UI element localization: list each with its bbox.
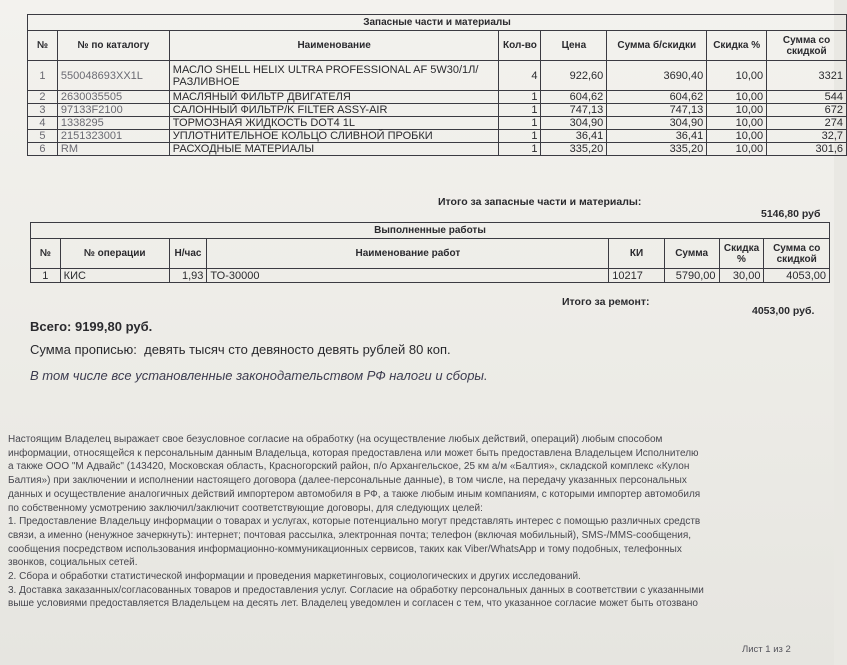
row-sum: 36,41 bbox=[607, 130, 707, 143]
row-discount: 10,00 bbox=[707, 61, 767, 91]
row-total: 544 bbox=[767, 91, 847, 104]
consent-text bbox=[8, 433, 818, 611]
row-qty: 1 bbox=[499, 104, 541, 117]
consent-line: звонков, социальных сетей. bbox=[8, 557, 138, 569]
col-header-n: № bbox=[31, 239, 61, 269]
consent-line: 3. Доставка заказанных/согласованных товаров и предоставления услуг. Согласие на обработку персональных данных в соответствии с указанными bbox=[8, 584, 704, 596]
total-in-words: Сумма прописью: девять тысяч сто девяносто девять рублей 80 коп. bbox=[30, 342, 451, 357]
row-discount: 30,00 bbox=[719, 269, 764, 283]
row-price: 335,20 bbox=[541, 143, 607, 156]
row-qty: 1 bbox=[499, 143, 541, 156]
row-qty: 1 bbox=[499, 130, 541, 143]
row-total: 32,7 bbox=[767, 130, 847, 143]
works-caption: Выполненные работы bbox=[31, 223, 830, 239]
table-row bbox=[28, 104, 847, 117]
row-sum: 604,62 bbox=[607, 91, 707, 104]
col-header-name: Наименование bbox=[169, 31, 499, 61]
row-price: 604,62 bbox=[541, 91, 607, 104]
consent-line: Балтия») при заключении и исполнении настоящего договора (далее-персональные данные), в том числе, на передачу указанных персональных bbox=[8, 475, 687, 487]
col-header-total: Сумма со скидкой bbox=[764, 239, 830, 269]
col-header-work-name: Наименование работ bbox=[207, 239, 609, 269]
col-header-hours: Н/час bbox=[169, 239, 207, 269]
row-sum: 747,13 bbox=[607, 104, 707, 117]
parts-table bbox=[27, 14, 847, 156]
consent-line: 1. Предоставление Владельцу информации о товарах и услугах, которые потенциально могут представлять интерес с помощью различных средств bbox=[8, 516, 701, 528]
col-header-qty: Кол-во bbox=[499, 31, 541, 61]
consent-line: связи, а именно (ненужное зачеркнуть): интернет; почтовая рассылка, электронная почта; телефон (включая мобильный), SMS-/MMS-сообщения, bbox=[8, 529, 692, 541]
row-catalog: 2151323001 bbox=[57, 130, 169, 143]
row-catalog: 1338295 bbox=[57, 117, 169, 130]
col-header-discount: Скидка % bbox=[719, 239, 764, 269]
consent-line: выше условиями предоставляется Владельцем на десять лет. Владелец уведомлен и согласен с тем, что указанное согласие может быть отозвано bbox=[8, 598, 698, 610]
row-sum: 335,20 bbox=[607, 143, 707, 156]
row-price: 36,41 bbox=[541, 130, 607, 143]
consent-line: 2. Сбора и обработки статистической информации и проведения маркетинговых, социологических и других исследований. bbox=[8, 571, 581, 583]
row-total: 3321 bbox=[767, 61, 847, 91]
col-header-discount: Скидка % bbox=[707, 31, 767, 61]
row-n: 5 bbox=[28, 130, 58, 143]
works-total-label: Итого за ремонт: bbox=[562, 296, 650, 308]
row-discount: 10,00 bbox=[707, 143, 767, 156]
consent-line: информации, относящейся к персональным данным Владельца, которая предоставлена или может быть предоставлена Владельцем Исполнителю bbox=[8, 447, 699, 459]
row-discount: 10,00 bbox=[707, 91, 767, 104]
works-table bbox=[30, 222, 830, 283]
row-n: 3 bbox=[28, 104, 58, 117]
col-header-n: № bbox=[28, 31, 58, 61]
col-header-sum: Сумма б/скидки bbox=[607, 31, 707, 61]
row-n: 2 bbox=[28, 91, 58, 104]
col-header-total: Сумма со скидкой bbox=[767, 31, 847, 61]
page-number: Лист 1 из 2 bbox=[742, 644, 791, 655]
table-row bbox=[28, 91, 847, 104]
parts-total-label: Итого за запасные части и материалы: bbox=[438, 196, 642, 208]
row-discount: 10,00 bbox=[707, 130, 767, 143]
row-name: МАСЛЯНЫЙ ФИЛЬТР ДВИГАТЕЛЯ bbox=[169, 91, 499, 104]
row-sum: 5790,00 bbox=[664, 269, 719, 283]
col-header-price: Цена bbox=[541, 31, 607, 61]
works-total-value: 4053,00 руб. bbox=[752, 305, 815, 317]
row-total: 4053,00 bbox=[764, 269, 830, 283]
table-row bbox=[28, 117, 847, 130]
col-header-operation: № операции bbox=[60, 239, 169, 269]
row-qty: 1 bbox=[499, 91, 541, 104]
row-n: 4 bbox=[28, 117, 58, 130]
row-name: ТОРМОЗНАЯ ЖИДКОСТЬ DOT4 1L bbox=[169, 117, 499, 130]
consent-line: сообщения посредством использования информационно-коммуникационных сервисов, таких как Viber/WhatsApp и тому подобных, телефонных bbox=[8, 543, 682, 555]
parts-total-value: 5146,80 руб bbox=[761, 208, 821, 220]
row-price: 304,90 bbox=[541, 117, 607, 130]
row-price: 747,13 bbox=[541, 104, 607, 117]
works-header-row bbox=[31, 239, 830, 269]
col-header-sum: Сумма bbox=[664, 239, 719, 269]
table-row bbox=[28, 130, 847, 143]
col-header-catalog: № по каталогу bbox=[57, 31, 169, 61]
parts-header-row bbox=[28, 31, 847, 61]
row-price: 922,60 bbox=[541, 61, 607, 91]
consent-line: по собственному усмотрению заключил/заключит соответствующие договоры, для следующих целей: bbox=[8, 502, 483, 514]
row-total: 672 bbox=[767, 104, 847, 117]
row-total: 274 bbox=[767, 117, 847, 130]
row-qty: 1 bbox=[499, 117, 541, 130]
row-name: УПЛОТНИТЕЛЬНОЕ КОЛЬЦО СЛИВНОЙ ПРОБКИ bbox=[169, 130, 499, 143]
consent-line: Настоящим Владелец выражает свое безусловное согласие на обработку (на осуществление любых действий, операций) любым способом bbox=[8, 434, 663, 445]
consent-line: а также ООО "М Адвайс" (143420, Московская область, Красногорский район, п/о Архангельское, 25 км а/м «Балтия», складской комплекс «Кулон bbox=[8, 461, 690, 473]
row-name: САЛОННЫЙ ФИЛЬТР/K FILTER ASSY-AIR bbox=[169, 104, 499, 117]
row-catalog: RM bbox=[57, 143, 169, 156]
row-name: РАСХОДНЫЕ МАТЕРИАЛЫ bbox=[169, 143, 499, 156]
row-sum: 3690,40 bbox=[607, 61, 707, 91]
table-row bbox=[31, 269, 830, 283]
row-qty: 4 bbox=[499, 61, 541, 91]
row-discount: 10,00 bbox=[707, 104, 767, 117]
row-n: 1 bbox=[31, 269, 61, 283]
grand-total: Всего: 9199,80 руб. bbox=[30, 319, 153, 334]
row-catalog: 97133F2100 bbox=[57, 104, 169, 117]
row-n: 6 bbox=[28, 143, 58, 156]
consent-line: данных и осуществление аналогичных действий импортером автомобиля в РФ, а также любым иным компаниям, с которыми импортер автомобиля bbox=[8, 488, 701, 500]
row-operation: КИС bbox=[60, 269, 169, 283]
row-n: 1 bbox=[28, 61, 58, 91]
row-catalog: 550048693XX1L bbox=[57, 61, 169, 91]
row-name: МАСЛО SHELL HELIX ULTRA PROFESSIONAL AF 5W30/1Л/РАЗЛИВНОЕ bbox=[169, 61, 499, 91]
col-header-ki: КИ bbox=[609, 239, 664, 269]
row-discount: 10,00 bbox=[707, 117, 767, 130]
row-total: 301,6 bbox=[767, 143, 847, 156]
row-sum: 304,90 bbox=[607, 117, 707, 130]
parts-caption: Запасные части и материалы bbox=[28, 15, 847, 31]
table-row bbox=[28, 61, 847, 91]
table-row bbox=[28, 143, 847, 156]
row-work-name: ТО-30000 bbox=[207, 269, 609, 283]
row-hours: 1,93 bbox=[169, 269, 207, 283]
row-catalog: 2630035505 bbox=[57, 91, 169, 104]
row-ki: 10217 bbox=[609, 269, 664, 283]
taxes-note: В том числе все установленные законодательством РФ налоги и сборы. bbox=[30, 368, 488, 383]
